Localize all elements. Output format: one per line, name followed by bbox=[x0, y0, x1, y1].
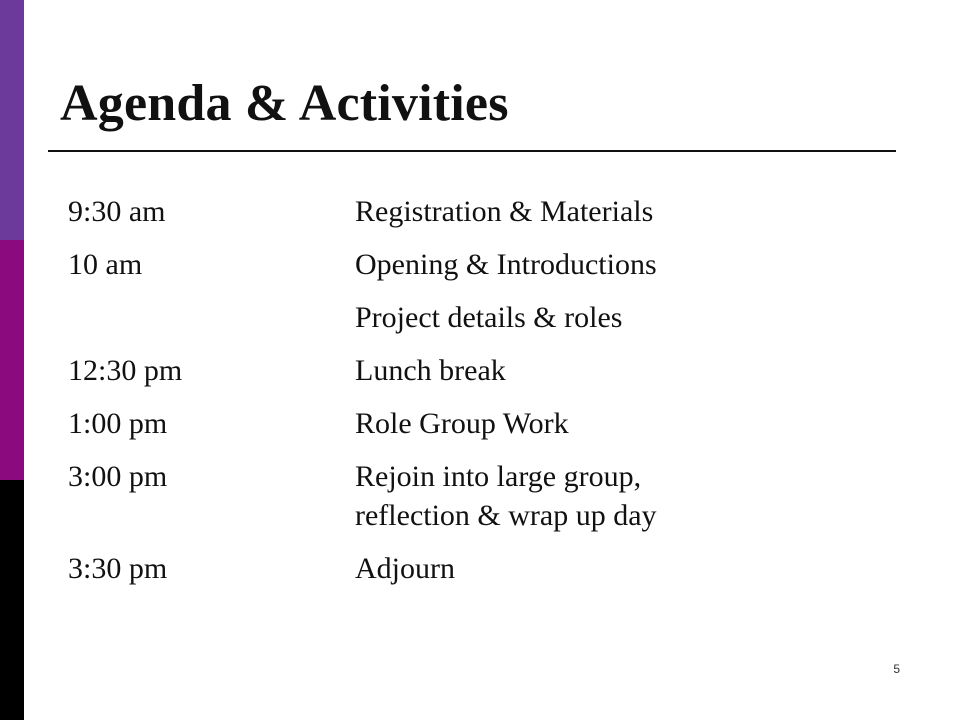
agenda-activity-line: Adjourn bbox=[355, 552, 455, 585]
agenda-activity bbox=[355, 549, 868, 588]
agenda-row bbox=[68, 298, 868, 337]
agenda-time: 1:00 pm bbox=[68, 407, 168, 440]
agenda-activity-line: reflection & wrap up day bbox=[355, 499, 657, 532]
agenda-time: 9:30 am bbox=[68, 195, 166, 228]
agenda-row bbox=[68, 245, 868, 284]
title-underline bbox=[48, 150, 896, 152]
side-accent-segment-magenta bbox=[0, 240, 24, 480]
agenda-activity bbox=[355, 298, 868, 337]
slide-title: Agenda & Activities bbox=[60, 75, 509, 132]
agenda-activity bbox=[355, 192, 868, 231]
side-accent-segment-black bbox=[0, 480, 24, 720]
side-accent-segment-purple bbox=[0, 0, 24, 240]
agenda-row bbox=[68, 192, 868, 231]
agenda-activity bbox=[355, 351, 868, 390]
agenda-row bbox=[68, 351, 868, 390]
agenda-activity bbox=[355, 457, 868, 535]
agenda-activity bbox=[355, 245, 868, 284]
agenda-list bbox=[68, 192, 868, 602]
agenda-row bbox=[68, 404, 868, 443]
agenda-activity-line: Project details & roles bbox=[355, 301, 623, 334]
agenda-activity-line: Lunch break bbox=[355, 354, 506, 387]
agenda-activity-line: Rejoin into large group, bbox=[355, 460, 642, 493]
agenda-activity-line: Opening & Introductions bbox=[355, 248, 657, 281]
side-accent-bar bbox=[0, 0, 24, 720]
agenda-activity bbox=[355, 404, 868, 443]
agenda-time: 3:30 pm bbox=[68, 552, 168, 585]
page-number: 5 bbox=[893, 662, 900, 676]
agenda-time: 12:30 pm bbox=[68, 354, 183, 387]
agenda-time: 3:00 pm bbox=[68, 460, 168, 493]
agenda-activity-line: Registration & Materials bbox=[355, 195, 654, 228]
agenda-time: 10 am bbox=[68, 248, 143, 281]
agenda-row bbox=[68, 549, 868, 588]
agenda-row bbox=[68, 457, 868, 535]
agenda-activity-line: Role Group Work bbox=[355, 407, 569, 440]
agenda-time bbox=[68, 298, 355, 337]
